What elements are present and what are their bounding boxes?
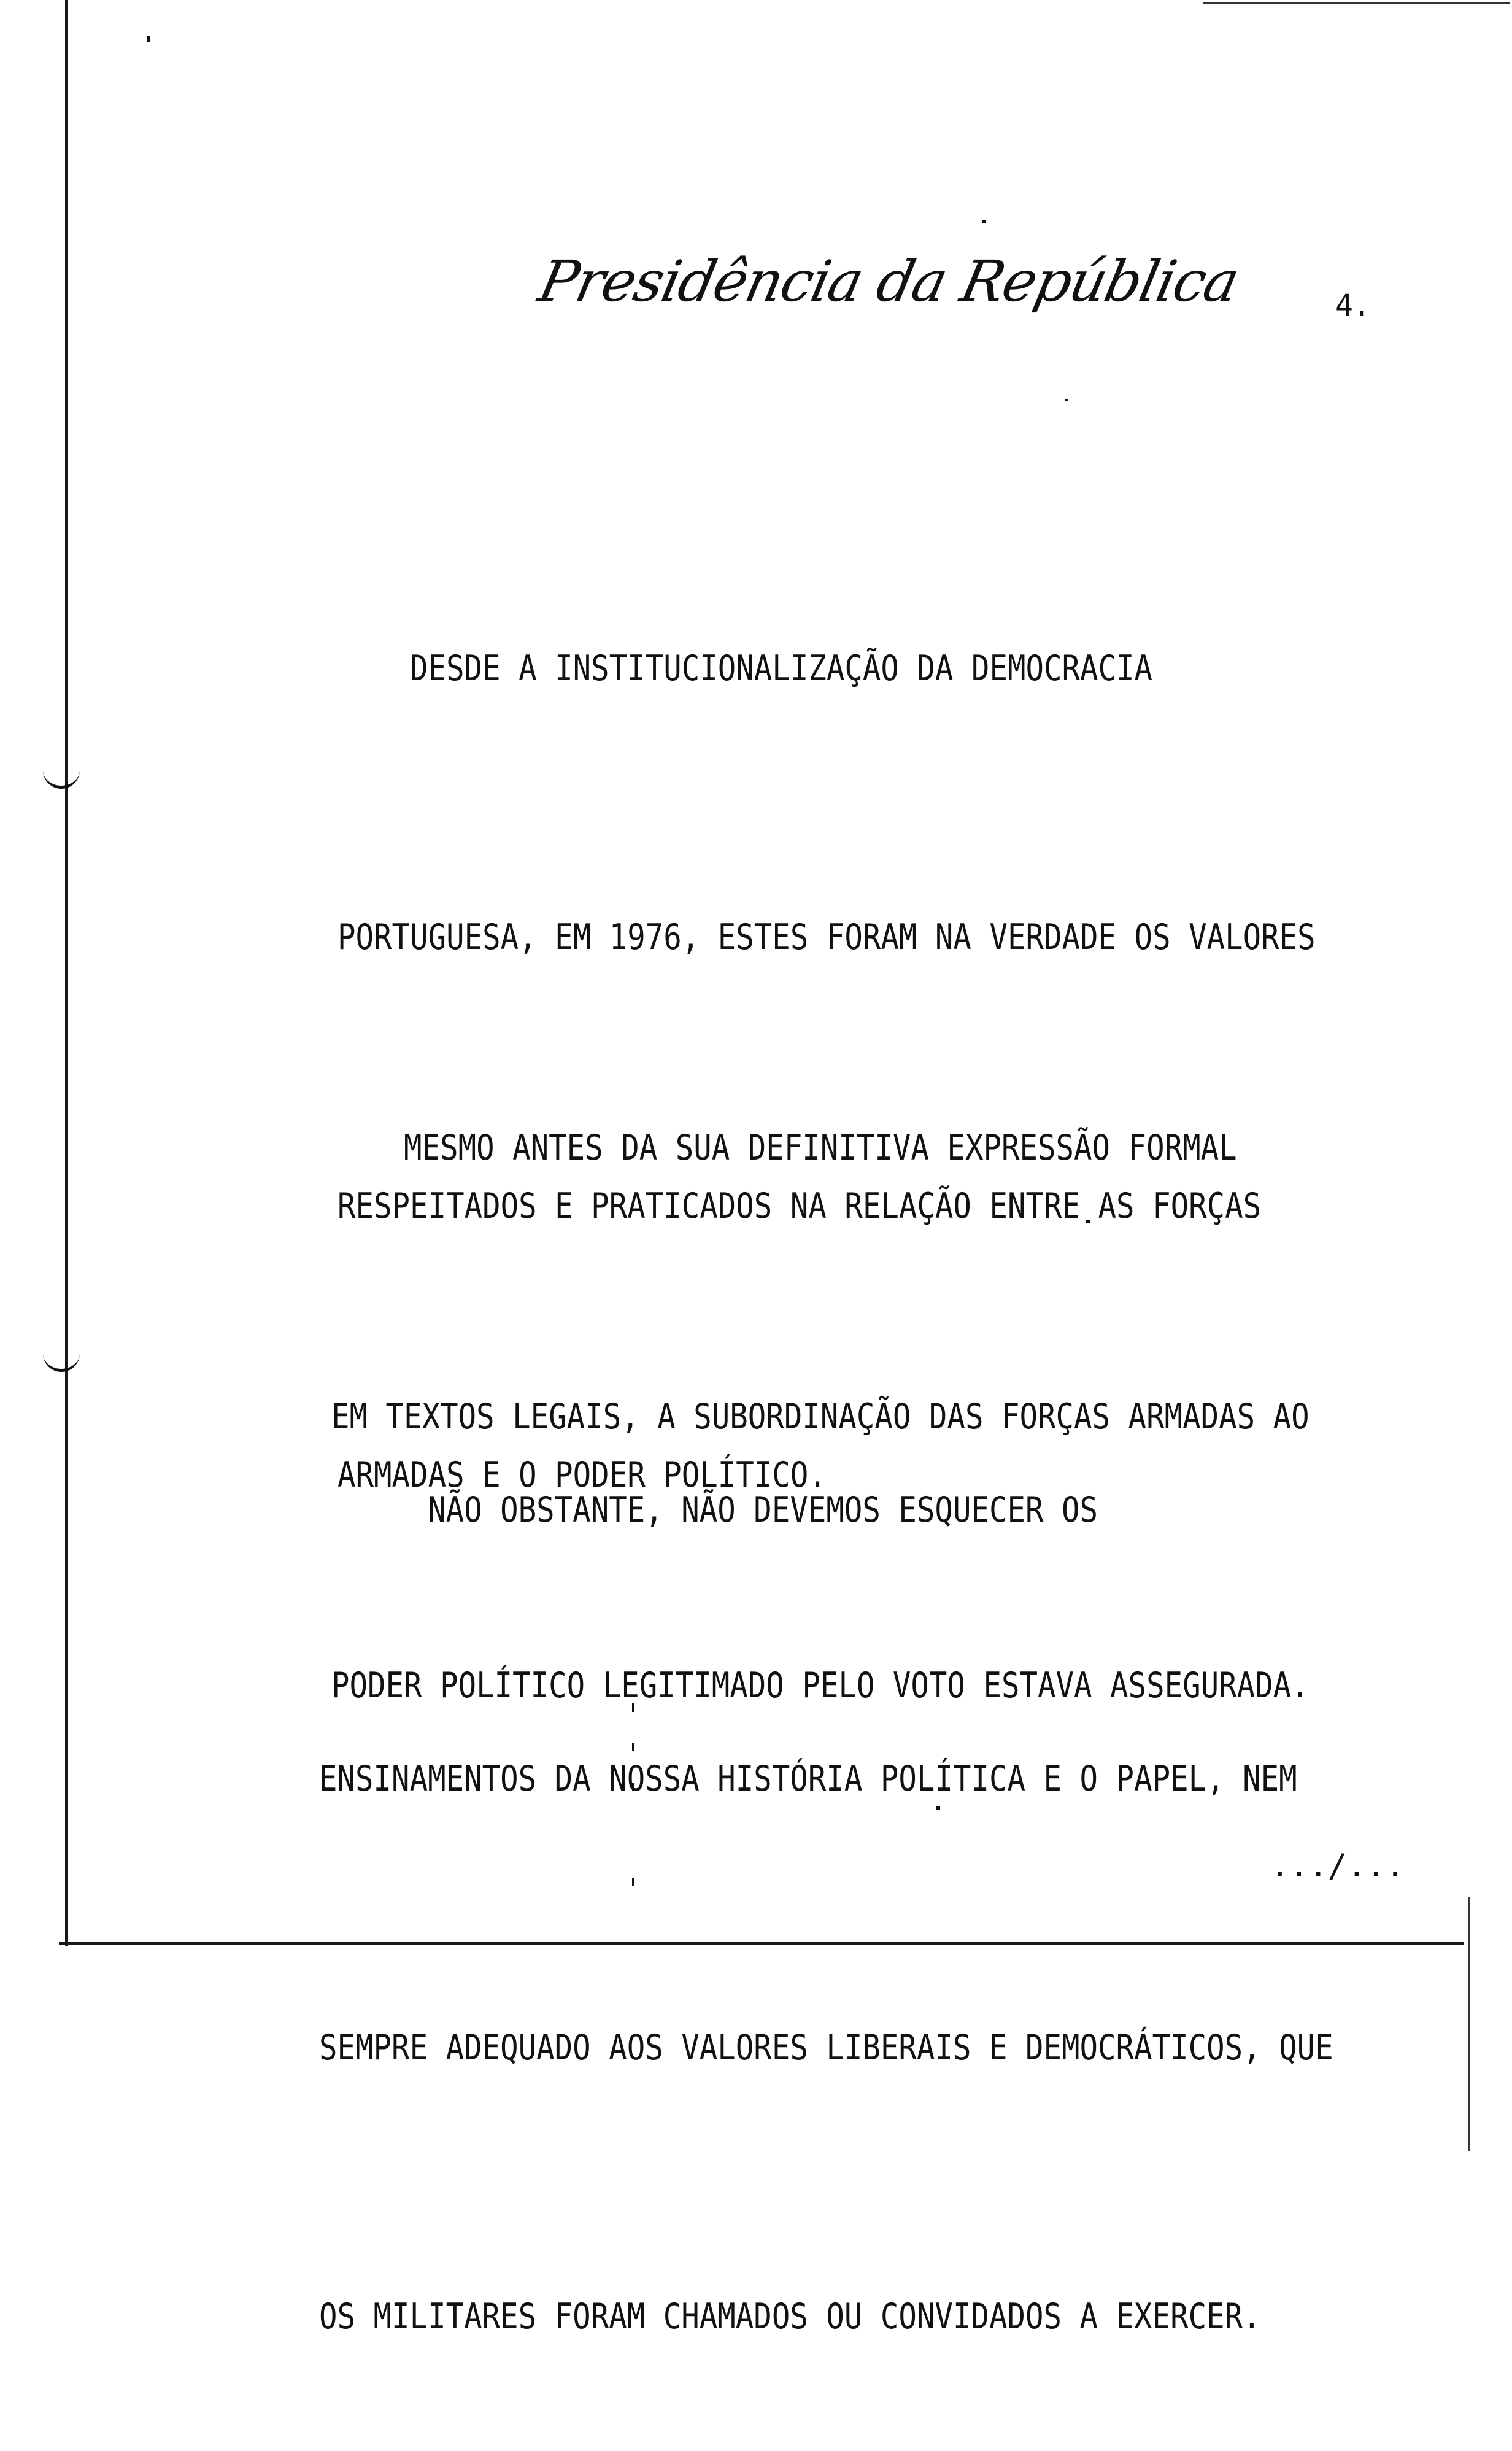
paragraph-line: SEMPRE ADEQUADO AOS VALORES LIBERAIS E DEMOCRÁTICOS, QUE [319,2027,1333,2068]
paragraph-3 [319,1286,1333,2451]
scan-speck [147,36,150,42]
paragraph-line: PODER POLÍTICO LEGITIMADO PELO VOTO ESTAVA ASSEGURADA. [331,1665,1310,1706]
binder-mark [43,1344,80,1372]
paragraph-line: OS MILITARES FORAM CHAMADOS OU CONVIDADOS A EXERCER. [319,2296,1261,2337]
paragraph-line: NÃO OBSTANTE, NÃO DEVEMOS ESQUECER OS [319,1490,1098,1530]
paragraph-line: ENSINAMENTOS DA NOSSA HISTÓRIA POLÍTICA E O PAPEL, NEM [319,1759,1297,1799]
paragraph-line: MESMO ANTES DA SUA DEFINITIVA EXPRESSÃO FORMAL [331,1128,1237,1168]
continuation-mark: .../... [1270,1848,1405,1884]
page-number: 4. [1335,288,1371,323]
scan-speck [982,220,986,223]
paragraph-line: DESDE A INSTITUCIONALIZAÇÃO DA DEMOCRACIA [338,648,1153,689]
scan-speck [1065,399,1068,401]
scan-edge-dash [1203,2,1510,4]
paragraph-line: PORTUGUESA, EM 1976, ESTES FORAM NA VERDADE OS VALORES [338,917,1316,958]
binder-mark [43,761,80,789]
scan-page-edge-left [65,0,68,1946]
paragraph-line: EM TEXTOS LEGAIS, A SUBORDINAÇÃO DAS FORÇAS ARMADAS AO [331,1396,1310,1437]
letterhead-presidencia: Presidência da República [533,249,1244,314]
paragraph-line: ARMADAS E O PODER POLÍTICO. [338,1455,827,1495]
scan-page-edge-right [1468,1897,1470,2151]
paragraph-line: RESPEITADOS E PRATICADOS NA RELAÇÃO ENTRE AS FORÇAS [338,1186,1262,1226]
